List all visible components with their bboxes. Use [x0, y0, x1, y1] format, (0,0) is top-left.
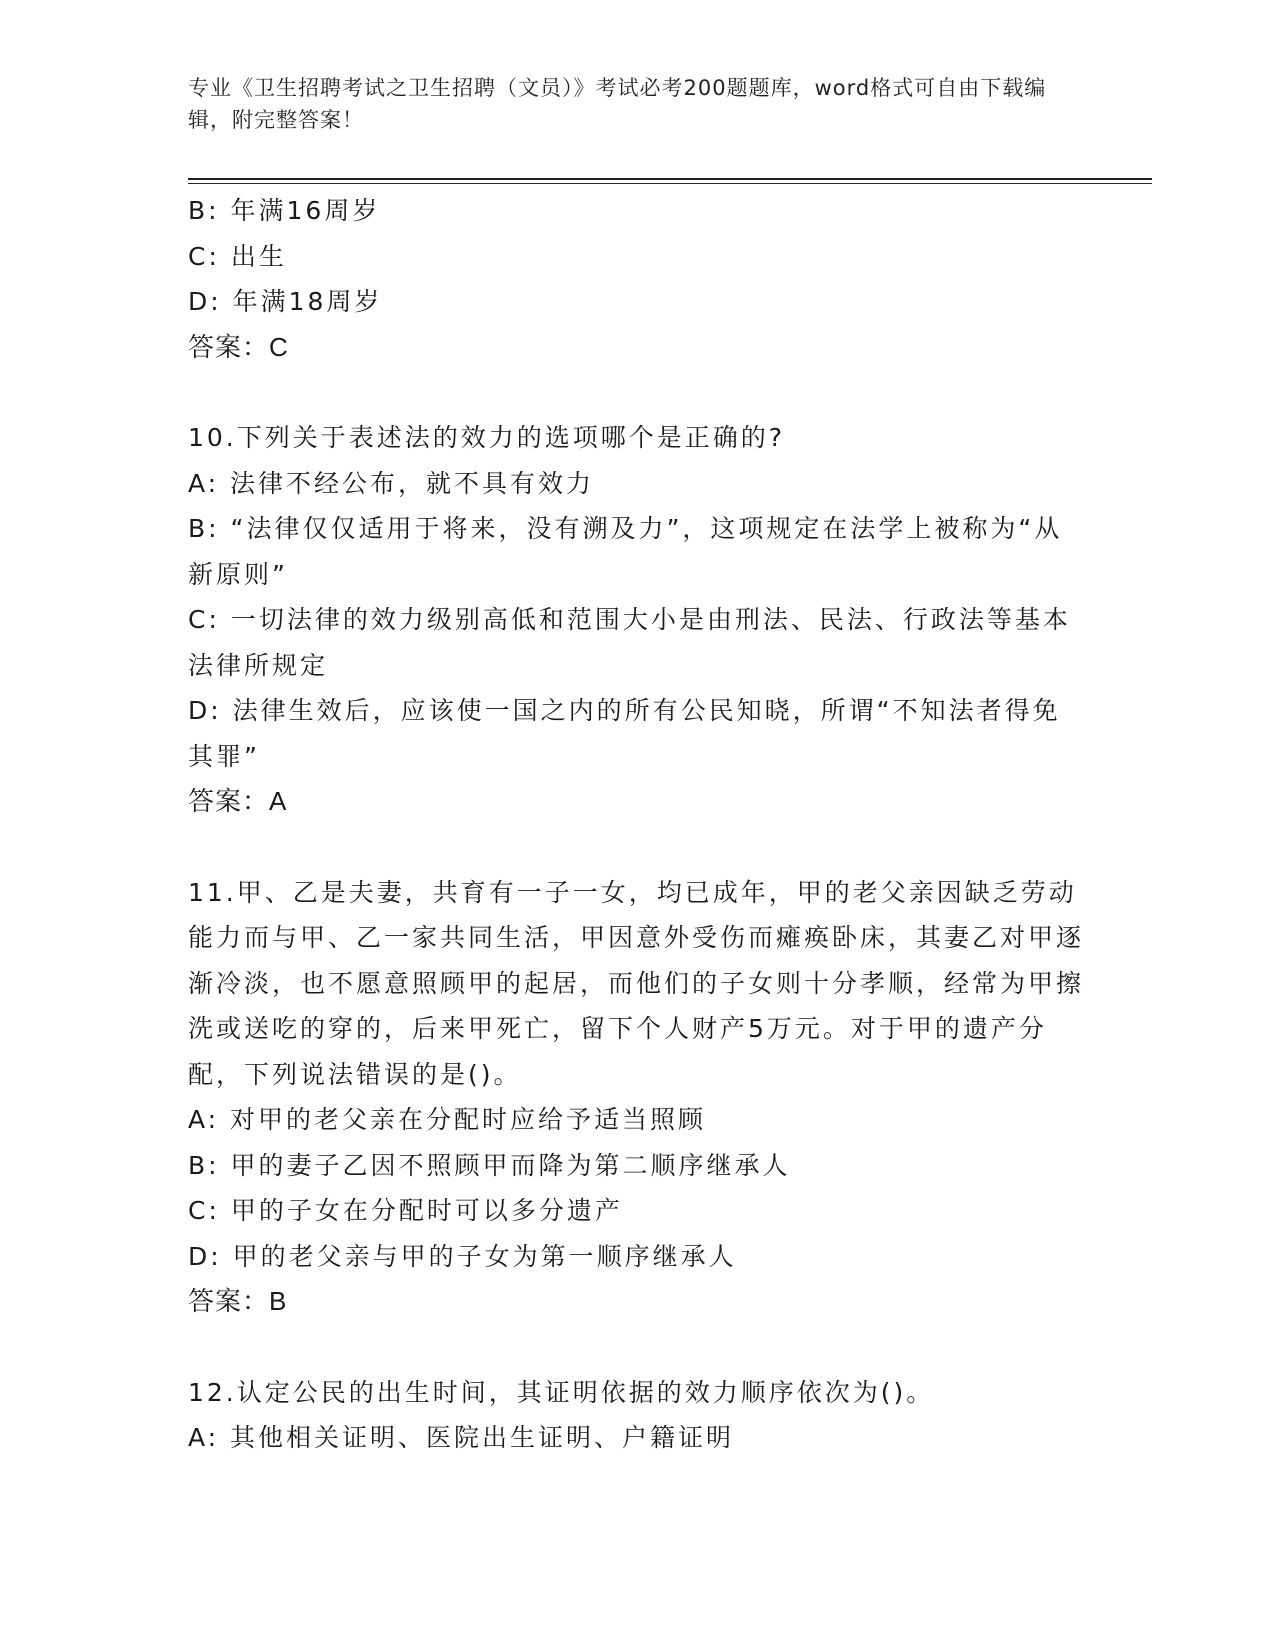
header-divider-thin	[188, 183, 1152, 184]
spacer	[188, 825, 1088, 870]
answer-line: 答案：B	[188, 1286, 288, 1316]
option-d: D: 法律生效后，应该使一国之内的所有公民知晓，所谓“不知法者得免其罪”	[188, 696, 1061, 771]
answer-line: 答案：A	[188, 786, 288, 816]
question-9-continued	[188, 188, 1088, 370]
question-12	[188, 1370, 1088, 1461]
document-header: 专业《卫生招聘考试之卫生招聘（文员）》考试必考200题题库，word格式可自由下载编辑，附完整答案！	[188, 76, 1047, 132]
question-content	[188, 188, 1088, 1461]
header-divider-thick	[188, 178, 1152, 180]
question-stem: 12.认定公民的出生时间，其证明依据的效力顺序依次为()。	[188, 1377, 935, 1407]
option-a: A: 对甲的老父亲在分配时应给予适当照顾	[188, 1105, 707, 1134]
option-c: C: 甲的子女在分配时可以多分遗产	[188, 1196, 623, 1225]
question-11	[188, 870, 1088, 1325]
option-a: A: 法律不经公布，就不具有效力	[188, 468, 595, 498]
answer-line: 答案：C	[188, 331, 289, 362]
spacer	[188, 1325, 1088, 1370]
option-b: B: 年满16周岁	[188, 196, 381, 225]
spacer	[188, 370, 1088, 415]
question-stem: 11.甲、乙是夫妻，共育有一子一女，均已成年，甲的老父亲因缺乏劳动能力而与甲、乙一家共同生活，甲因意外受伤而瘫痪卧床，其妻乙对甲逐渐冷淡，也不愿意照顾甲的起居，而他们的子女则十分孝顺，经常为甲擦洗或送吃的穿的，后来甲死亡，留下个人财产5万元。对于甲的遗产分配，下列说法错误的是()。	[188, 877, 1085, 1089]
option-d: D: 年满18周岁	[188, 287, 383, 316]
option-c: C: 出生	[188, 241, 287, 271]
question-10	[188, 415, 1088, 825]
question-stem: 10.下列关于表述法的效力的选项哪个是正确的?	[188, 423, 786, 452]
option-b: B: “法律仅仅适用于将来，没有溯及力”，这项规定在法学上被称为“从新原则”	[188, 514, 1063, 589]
option-b: B: 甲的妻子乙因不照顾甲而降为第二顺序继承人	[188, 1150, 791, 1180]
option-a: A: 其他相关证明、医院出生证明、户籍证明	[188, 1423, 735, 1452]
option-d: D: 甲的老父亲与甲的子女为第一顺序继承人	[188, 1241, 737, 1271]
option-c: C: 一切法律的效力级别高低和范围大小是由刑法、民法、行政法等基本法律所规定	[188, 605, 1071, 680]
